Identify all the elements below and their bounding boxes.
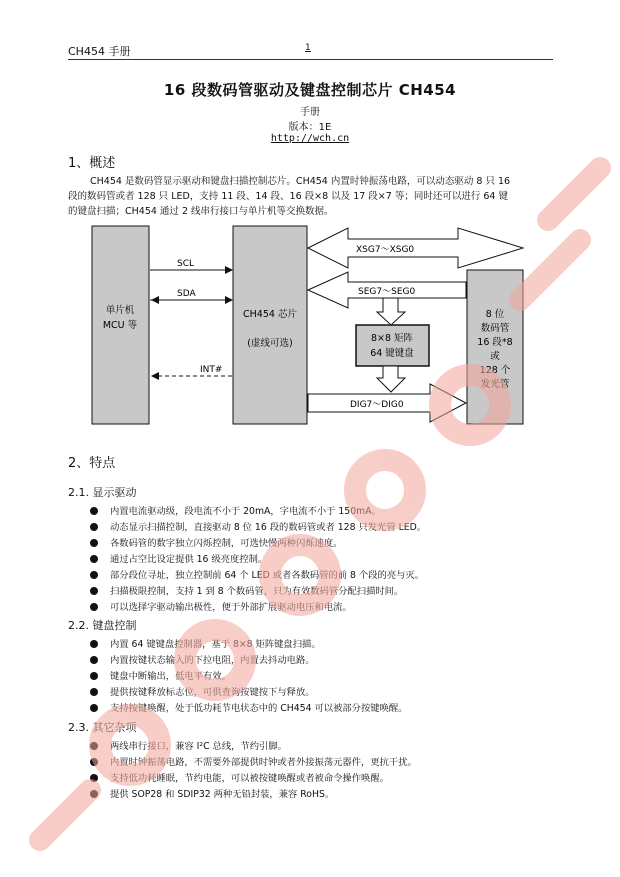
list-item: 各数码管的数字独立闪烁控制，可选快慢两种闪烁速度。 [90,536,560,552]
xsg-arrow [308,228,523,268]
list-item: 键盘中断输出，低电平有效。 [90,669,560,685]
display-label-5: 128 个 [479,365,511,376]
seg-label: SEG7～SEG0 [358,287,416,297]
header-doc-title: CH454 手册 [68,45,131,58]
subsection-keyboard-heading: 2.2. 键盘控制 [68,619,137,632]
version-label: 版本：1E [288,122,332,133]
xsg-label: XSG7～XSG0 [356,245,415,255]
section-overview-heading: 1、概述 [68,156,116,171]
list-item: 内置按键状态输入的下拉电阻，内置去抖动电路。 [90,653,560,669]
manual-label: 手册 [300,107,320,118]
list-item: 内置时钟振荡电路，不需要外部提供时钟或者外接振荡元器件，更抗干扰。 [90,755,560,771]
chip-label-1: CH454 芯片 [243,309,297,320]
list-item: 内置电流驱动级，段电流不小于 20mA，字电流不小于 150mA。 [90,504,560,520]
list-item: 扫描极限控制，支持 1 到 8 个数码管，只为有效数码管分配扫描时间。 [90,584,560,600]
list-item: 提供按键释放标志位，可供查询按键按下与释放。 [90,685,560,701]
page-title: 16 段数码管驱动及键盘控制芯片 CH454 [163,81,457,99]
seg-to-keyboard-arrow [377,298,405,325]
misc-feature-list [90,739,560,803]
chip-label-2: (虚线可选) [247,338,293,349]
overview-line-2: 段的数码管或者 128 只 LED，支持 11 段、14 段、16 段×8 以及 17 段×7 等；同时还可以进行 64 键 [68,191,508,202]
list-item: 通过占空比设定提供 16 级亮度控制。 [90,552,560,568]
overview-line-3: 的键盘扫描；CH454 通过 2 线串行接口与单片机等交换数据。 [68,206,334,217]
display-label-2: 数码管 [480,323,510,334]
list-item: 支持按键唤醒，处于低功耗节电状态中的 CH454 可以被部分按键唤醒。 [90,701,560,717]
list-item: 内置 64 键键盘控制器，基于 8×8 矩阵键盘扫描。 [90,637,560,653]
display-label-3: 16 段*8 [477,337,513,348]
mcu-label-2: MCU 等 [102,320,138,331]
section-features-heading: 2、特点 [68,456,116,471]
keyboard-label-2: 64 键键盘 [370,348,414,359]
header-page-number: 1 [305,43,311,53]
list-item: 支持低功耗睡眠，节约电能，可以被按键唤醒或者被命令操作唤醒。 [90,771,560,787]
display-label-1: 8 位 [485,309,505,320]
display-label-6: 发光管 [480,379,510,390]
overview-line-1: CH454 是数码管显示驱动和键盘扫描控制芯片。CH454 内置时钟振荡电路，可以动态驱动 8 只 16 [90,176,511,187]
mcu-label-1: 单片机 [105,305,135,316]
keyboard-to-dig-arrow [377,366,405,392]
list-item: 两线串行接口，兼容 I²C 总线，节约引脚。 [90,739,560,755]
int-label: INT# [200,365,223,375]
keyboard-label-1: 8×8 矩阵 [370,333,414,344]
keyboard-feature-list [90,637,560,717]
website-link[interactable]: http://wch.cn [270,133,350,144]
subsection-display-heading: 2.1. 显示驱动 [68,486,137,499]
subsection-misc-heading: 2.3. 其它杂项 [68,721,137,734]
sda-label: SDA [177,289,196,299]
display-label-4: 或 [490,351,500,362]
scl-label: SCL [177,259,195,269]
display-feature-list [90,504,560,616]
list-item: 部分段位寻址，独立控制前 64 个 LED 或者各数码管的前 8 个段的亮与灭。 [90,568,560,584]
dig-label: DIG7～DIG0 [350,400,404,410]
list-item: 动态显示扫描控制，直接驱动 8 位 16 段的数码管或者 128 只发光管 LED。 [90,520,560,536]
chip-box [233,226,307,424]
keyboard-box [356,325,429,366]
list-item: 提供 SOP28 和 SDIP32 两种无铅封装，兼容 RoHS。 [90,787,560,803]
list-item: 可以选择字驱动输出极性，便于外部扩展驱动电压和电流。 [90,600,560,616]
